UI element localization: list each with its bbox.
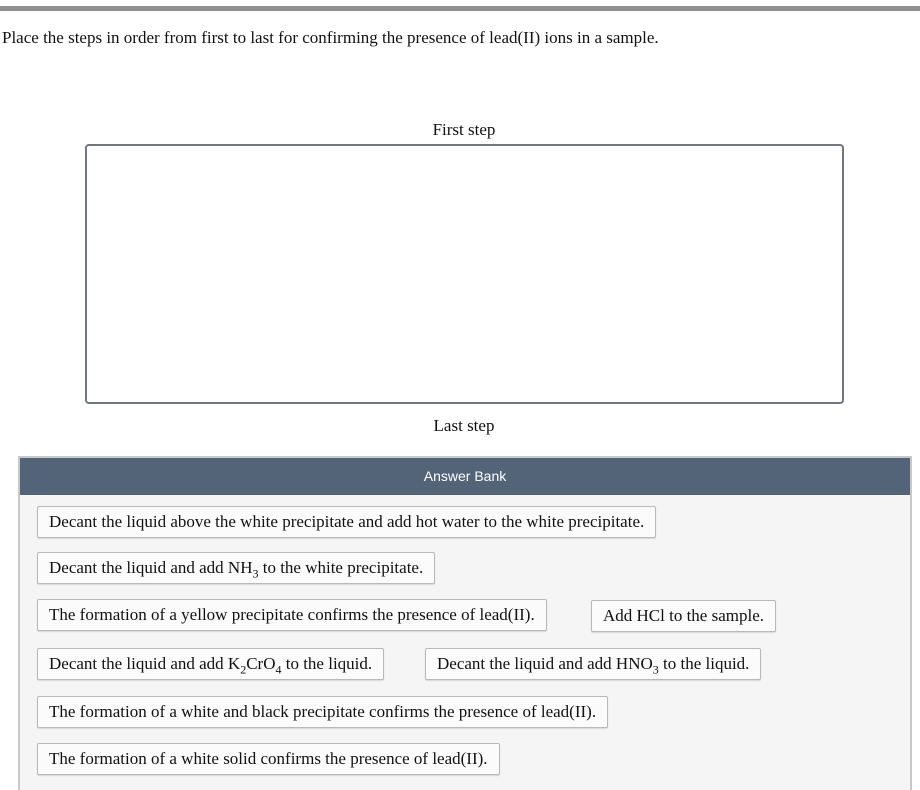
answer-bank-header: Answer Bank [20, 458, 910, 495]
chip-text: to the liquid. [658, 654, 750, 673]
answer-bank [18, 456, 912, 790]
answer-chip-add-k2cro4[interactable] [37, 648, 384, 680]
answer-chip-add-nh3[interactable] [37, 552, 435, 584]
answer-chip-yellow-confirm[interactable] [37, 599, 547, 631]
answer-chip-add-hno3[interactable] [425, 648, 761, 680]
chip-subscript: 2 [240, 662, 247, 677]
chip-text: Decant the liquid and add HNO [437, 654, 653, 673]
chip-text: to the white precipitate. [258, 558, 424, 577]
answer-chip-white-black-confirm[interactable] [37, 696, 608, 728]
chip-subscript: 3 [652, 662, 659, 677]
last-step-label: Last step [433, 416, 495, 435]
chip-text: The formation of a white and black precipitate confirms the presence of lead(II). [49, 702, 597, 721]
chip-text: Add HCl to the sample. [603, 606, 765, 625]
chip-text: to the liquid. [281, 654, 373, 673]
chip-text: The formation of a white solid confirms the presence of lead(II). [49, 749, 488, 768]
answer-chip-decant-hot-water[interactable] [37, 506, 656, 538]
chip-text: CrO [246, 654, 276, 673]
chip-subscript: 4 [275, 662, 282, 677]
answer-chip-add-hcl[interactable] [591, 600, 776, 632]
answer-chip-white-solid-confirm[interactable] [37, 743, 500, 775]
question-prompt: Place the steps in order from first to last for confirming the presence of lead(II) ions in a sample. [2, 28, 659, 47]
chip-text: Decant the liquid above the white precipitate and add hot water to the white precipitate. [49, 512, 645, 531]
chip-subscript: 3 [252, 566, 259, 581]
top-rule [0, 6, 920, 11]
chip-text: The formation of a yellow precipitate confirms the presence of lead(II). [49, 605, 535, 624]
chip-text: Decant the liquid and add NH [49, 558, 253, 577]
ordering-drop-zone[interactable] [85, 144, 844, 404]
first-step-label: First step [432, 120, 496, 139]
chip-text: Decant the liquid and add K [49, 654, 241, 673]
